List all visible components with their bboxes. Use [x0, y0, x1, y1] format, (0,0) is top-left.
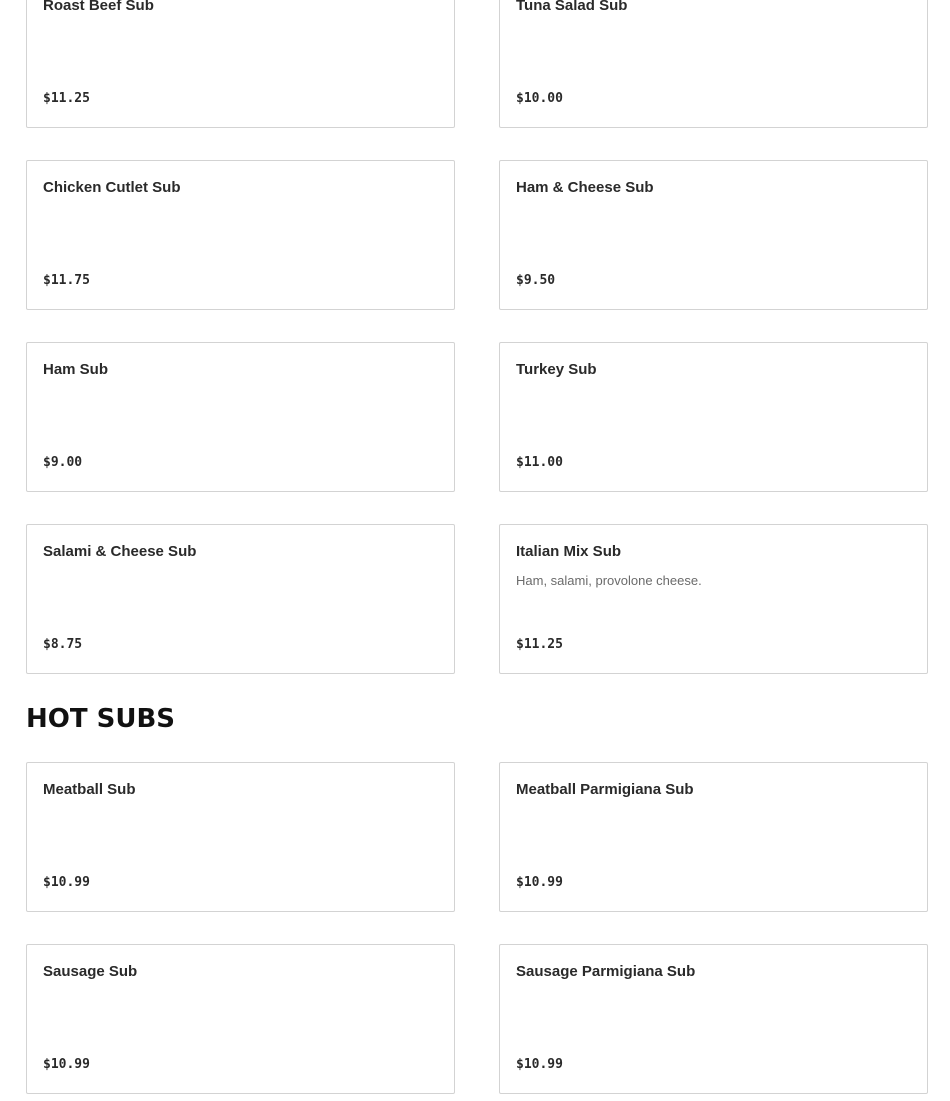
menu-item-price: $8.75 — [43, 637, 83, 652]
menu-item-card-sausage-sub[interactable] — [26, 944, 455, 1094]
menu-item-card-salami-cheese-sub[interactable] — [26, 524, 455, 674]
menu-item-name: Sausage Parmigiana Sub — [516, 963, 696, 980]
menu-item-name: Sausage Sub — [43, 963, 138, 980]
menu-item-price: $10.99 — [516, 875, 563, 890]
menu-item-card-chicken-cutlet-sub[interactable] — [26, 160, 455, 310]
menu-item-card-tuna-salad-sub[interactable] — [499, 0, 928, 128]
menu-item-price: $9.00 — [43, 455, 83, 470]
menu-item-name: Salami & Cheese Sub — [43, 543, 197, 560]
menu-item-card-italian-mix-sub[interactable] — [499, 524, 928, 674]
menu-item-price: $11.25 — [43, 91, 90, 106]
menu-item-description: Ham, salami, provolone cheese. — [516, 573, 702, 588]
menu-item-name: Meatball Sub — [43, 781, 136, 798]
menu-item-name: Meatball Parmigiana Sub — [516, 781, 694, 798]
menu-item-price: $11.75 — [43, 273, 90, 288]
menu-item-card-turkey-sub[interactable] — [499, 342, 928, 492]
menu-item-price: $10.99 — [43, 875, 90, 890]
menu-item-name: Tuna Salad Sub — [516, 0, 628, 14]
menu-item-card-meatball-sub[interactable] — [26, 762, 455, 912]
menu-item-name: Ham Sub — [43, 361, 109, 378]
menu-item-price: $11.25 — [516, 637, 563, 652]
menu-item-price: $10.99 — [43, 1057, 90, 1072]
menu-item-name: Roast Beef Sub — [43, 0, 154, 14]
menu-item-price: $11.00 — [516, 455, 563, 470]
menu-item-card-roast-beef-sub[interactable] — [26, 0, 455, 128]
menu-item-name: Chicken Cutlet Sub — [43, 179, 181, 196]
menu-item-price: $10.00 — [516, 91, 563, 106]
menu-item-card-meatball-parmigiana-sub[interactable] — [499, 762, 928, 912]
menu-item-name: Turkey Sub — [516, 361, 597, 378]
section-title-hot-subs: HOT SUBS — [26, 704, 176, 734]
menu-item-price: $10.99 — [516, 1057, 563, 1072]
menu-item-card-ham-sub[interactable] — [26, 342, 455, 492]
menu-item-price: $9.50 — [516, 273, 556, 288]
menu-item-card-sausage-parmigiana-sub[interactable] — [499, 944, 928, 1094]
menu-item-name: Ham & Cheese Sub — [516, 179, 654, 196]
menu-item-card-ham-cheese-sub[interactable] — [499, 160, 928, 310]
menu-item-name: Italian Mix Sub — [516, 543, 622, 560]
